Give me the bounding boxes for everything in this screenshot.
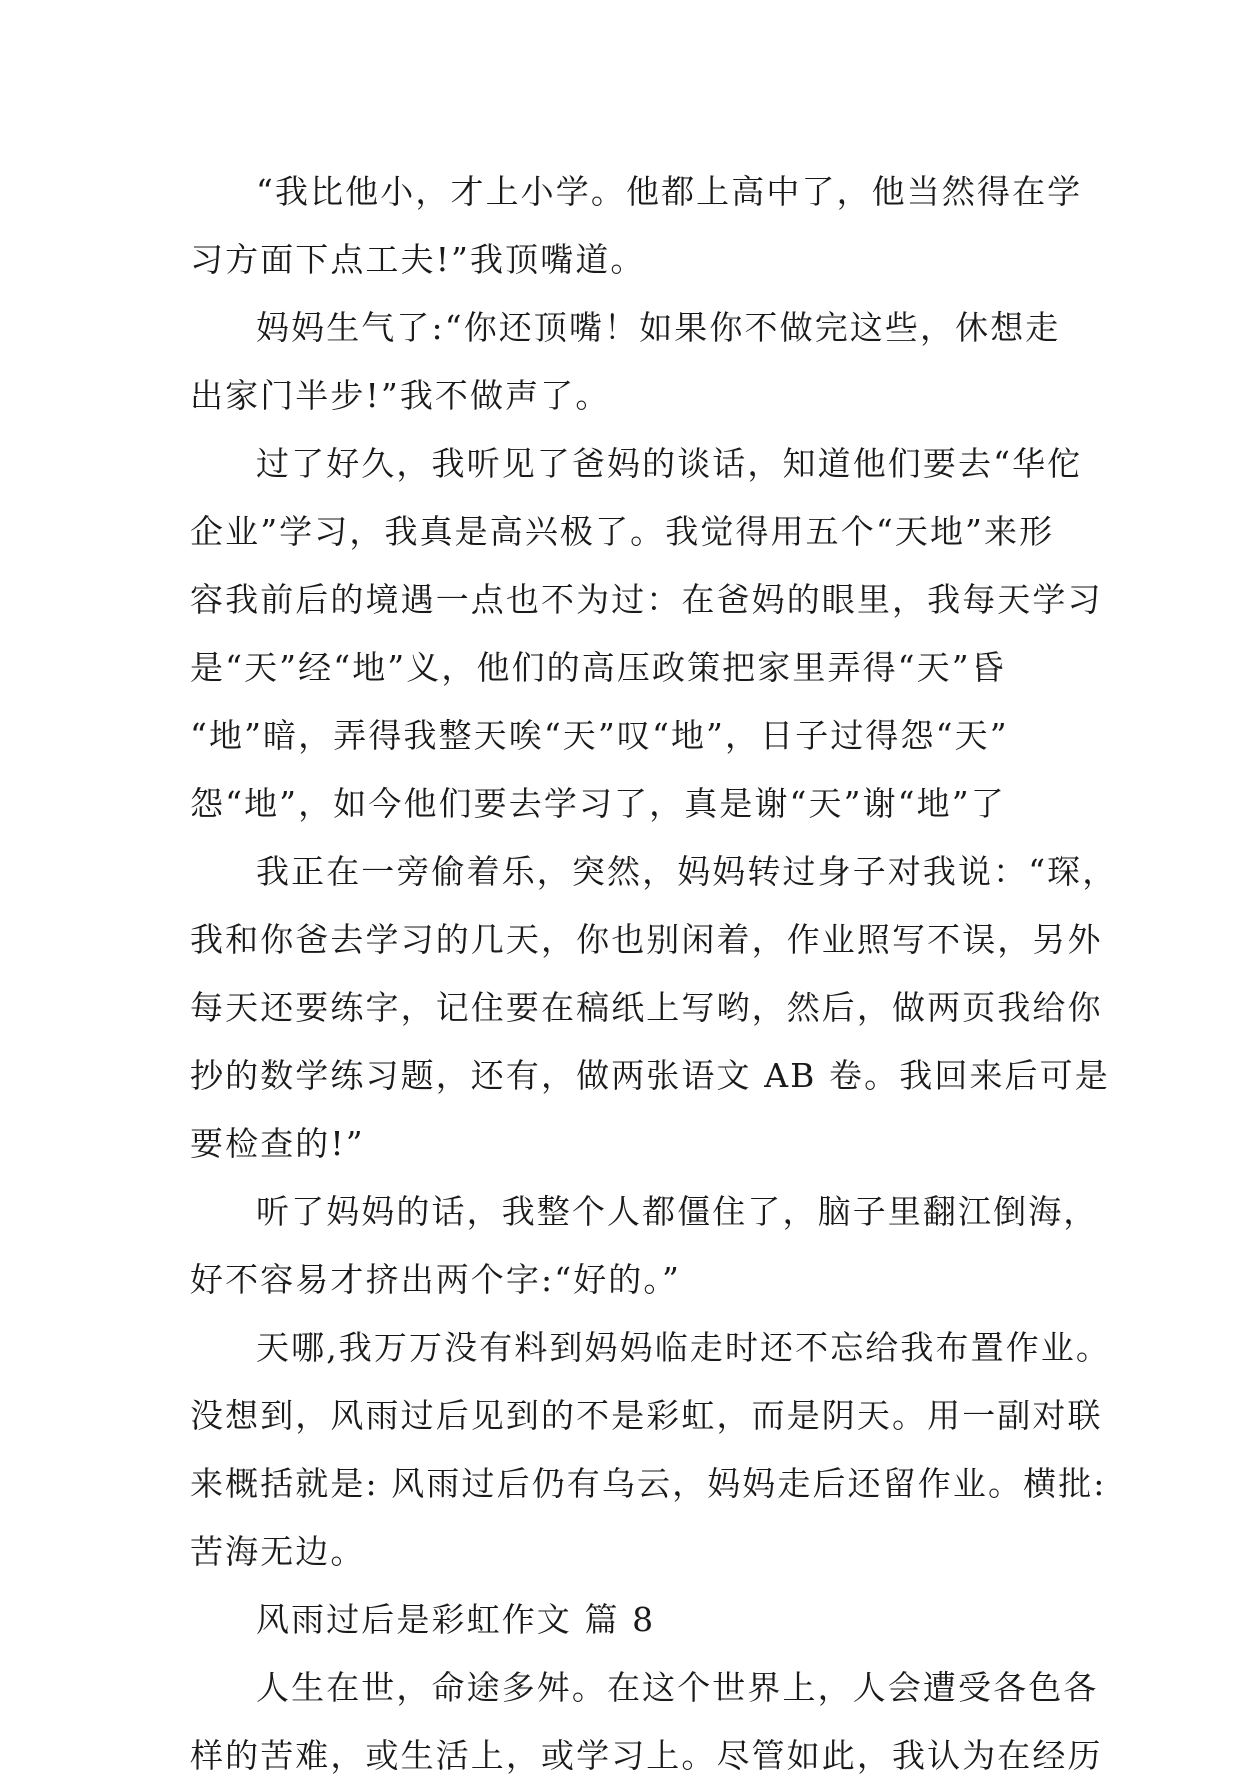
text-line: 样的苦难，或生活上，或学习上。尽管如此，我认为在经历 (190, 1736, 1103, 1775)
text-line: 过了好久，我听见了爸妈的谈话，知道他们要去“华佗 (256, 444, 1083, 483)
text-line: 习方面下点工夫!”我顶嘴道。 (190, 240, 646, 279)
text-line: 天哪,我万万没有料到妈妈临走时还不忘给我布置作业。 (256, 1328, 1111, 1367)
text-line: 听了妈妈的话，我整个人都僵住了，脑子里翻江倒海， (256, 1192, 1099, 1231)
text-line: 企业”学习，我真是高兴极了。我觉得用五个“天地”来形 (190, 512, 1055, 551)
text-line: 要检查的!” (190, 1124, 365, 1163)
article-body (190, 158, 1118, 1790)
text-line: 是“天”经“地”义，他们的高压政策把家里弄得“天”昏 (190, 648, 1006, 687)
text-line: 抄的数学练习题，还有，做两张语文 AB 卷。我回来后可是 (190, 1056, 1110, 1095)
text-line: 人生在世，命途多舛。在这个世界上，人会遭受各色各 (256, 1668, 1099, 1707)
text-line: “我比他小，才上小学。他都上高中了，他当然得在学 (256, 172, 1083, 211)
text-line: 来概括就是: 风雨过后仍有乌云，妈妈走后还留作业。横批: (190, 1464, 1107, 1503)
text-line: 出家门半步!”我不做声了。 (190, 376, 611, 415)
text-line: 妈妈生气了:“你还顶嘴！如果你不做完这些，休想走 (256, 308, 1061, 347)
text-line: “地”暗，弄得我整天唉“天”叹“地”，日子过得怨“天” (190, 716, 1009, 755)
section-heading: 风雨过后是彩虹作文 篇 8 (256, 1600, 656, 1639)
text-line: 苦海无边。 (190, 1532, 366, 1571)
text-line: 好不容易才挤出两个字:“好的。” (190, 1260, 681, 1299)
text-line: 我和你爸去学习的几天，你也别闲着，作业照写不误，另外 (190, 920, 1103, 959)
text-line: 每天还要练字，记住要在稿纸上写哟，然后，做两页我给你 (190, 988, 1103, 1027)
text-line: 容我前后的境遇一点也不为过：在爸妈的眼里，我每天学习 (190, 580, 1103, 619)
text-line: 怨“地”，如今他们要去学习了，真是谢“天”谢“地”了 (190, 784, 1006, 823)
text-line: 没想到，风雨过后见到的不是彩虹，而是阴天。用一副对联 (190, 1396, 1103, 1435)
text-line: 我正在一旁偷着乐，突然，妈妈转过身子对我说：“琛， (256, 852, 1118, 891)
